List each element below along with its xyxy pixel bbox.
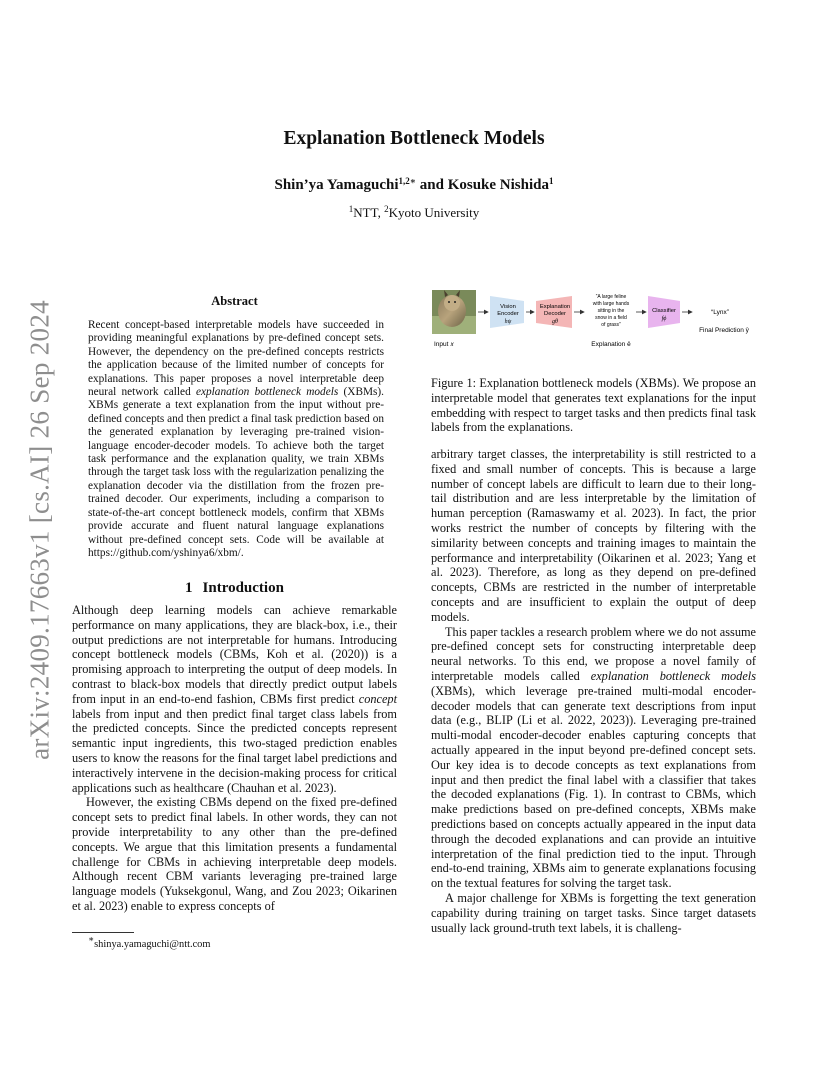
author-conjunction: and (416, 177, 448, 193)
classifier-symbol: fϕ (661, 316, 667, 322)
section-number: 1 (185, 580, 193, 596)
prediction-output: “Lynx” (711, 309, 729, 316)
paragraph-text: (XBMs), which leverage pre-trained multi-modal encoder-decoder models that can generate text descriptions from input data (e.g., BLIP (Li et al. 2022, 2023)). Leveraging pre-trained multi-modal encoder-decoder enables capturing concepts that actually appeared in the input beyond pre-defined concept sets. Our key idea is to decode concepts as text explanations from input and then predict the final label with a classifier that takes the decoded explanations (Fig. 1). In contrast to CBMs, which make predictions based on pre-defined concepts, XBMs make predictions based on concepts actually appeared in the input data through the decoded explanations and can provide an intuitive interpretation of the final prediction tied to the input. Through end-to-end training, XBMs aim to generate explanations focusing on the textual features for solving the target task. (431, 683, 756, 891)
explanation-line: “A large feline (595, 294, 627, 300)
explanation-text (593, 294, 630, 328)
explanation-line: snow in a field (595, 315, 627, 321)
footnote-rule (72, 932, 134, 933)
author-name: Shin’ya Yamaguchi (274, 177, 399, 193)
author-affiliation-mark: 1 (549, 176, 554, 186)
author-affiliation-mark: 1,2∗ (398, 176, 417, 186)
left-column-body (72, 603, 397, 914)
paragraph: However, the existing CBMs depend on the fixed pre-defined concept sets to predict final labels. In other words, they can not provide interpretability to any other than the pre-defined concepts. We argue that this limitation presents a fundamental challenge for CBMs in achieving interpretable deep models. Although recent CBM variants leveraging pre-trained large language models (Yuksekgonul, Wang, and Zou 2023; Oikarinen et al. 2023) enable to express concepts of (72, 795, 397, 913)
prediction-label: Final Prediction ŷ (699, 327, 749, 334)
decoder-symbol: gθ (552, 319, 558, 325)
affiliation-mark: 1 (348, 204, 354, 214)
abstract-emphasis: explanation bottleneck models (195, 386, 339, 399)
paragraph-text: Although deep learning models can achieve remarkable performance on many applications, they are black-box, i.e., their output predictions are not interpretable for humans. Introducing concept bottleneck models (CBMs, Koh et al. (2020)) is a promising approach to interpreting the output of deep models. In contrast to black-box models that directly predict output labels from input in an end-to-end fashion, CBMs first predict (72, 603, 397, 706)
abstract-text-part: (XBMs). XBMs generate a text explanation from the input without pre-defined concepts and then predict a final task prediction based on the generated explanation by leveraging pre-trained vision-language encoder-decoder models. To achieve both the target task performance and the explanation quality, we train XBMs through the target task loss with the regularization penalizing the explanation decoder via the distillation from the frozen pre-trained decoder. Our experiments, including a comparison to state-of-the-art concept bottleneck models, confirm that XBMs provide accurate and fluent natural language explanations without pre-defined concept sets. Code will be available at https://github.com/yshinya6/xbm/. (88, 386, 385, 559)
decoder-label-line1: Explanation (539, 304, 571, 310)
classifier-label: Classifier (652, 308, 676, 314)
author-list (0, 177, 828, 194)
input-label: Input 𝑥 (434, 341, 454, 348)
affiliation-mark: 2 (384, 204, 389, 214)
encoder-label-line2: Encoder (497, 311, 519, 317)
explanation-label: Explanation ê (591, 341, 631, 348)
abstract-text (88, 319, 384, 560)
affiliation-name: Kyoto University (388, 205, 480, 220)
explanation-line: with large hands (592, 301, 630, 307)
input-lynx-image (432, 290, 476, 334)
paper-title: Explanation Bottleneck Models (283, 128, 545, 149)
figure-1-diagram (428, 284, 768, 364)
footnote (88, 934, 211, 950)
right-column-body (431, 447, 756, 935)
figure-caption: Figure 1: Explanation bottleneck models (XBMs). We propose an interpretable model that generates text explanations for the input embedding with respect to target tasks and then predicts final task labels from the explanations. (431, 376, 756, 435)
paragraph: arbitrary target classes, the interpretability is still restricted to a fixed and small number of concepts. This is because a large number of concept labels are difficult to learn due to their long-tail distribution and are less interpretable by the limitation of human perception (Ramaswamy et al. 2023). In fact, the prior works restrict the number of concepts by filtering with the similarity between concepts and training images to maintain the performance and interpretability (Oikarinen et al. 2023; Yang et al. 2023). Therefore, as long as they depend on pre-defined concepts, CBMs are restricted in the number of interpretable concepts and are insufficient to explain the output of deep models. (431, 447, 756, 624)
footnote-mark: ∗ (88, 934, 95, 944)
author-name: Kosuke Nishida (447, 177, 549, 193)
paragraph (72, 603, 397, 795)
decoder-label-line2: Decoder (544, 311, 566, 317)
paragraph: A major challenge for XBMs is forgetting the text generation capability during training on target tasks. Since target datasets usually lack ground-truth text labels, it is challeng- (431, 890, 756, 935)
arxiv-identifier: arXiv:2409.17663v1 [cs.AI] 26 Sep 2024 (24, 300, 55, 760)
footnote-email: shinya.yamaguchi@ntt.com (94, 939, 211, 950)
explanation-line: sitting in the (597, 308, 625, 314)
abstract-text-part: Recent concept-based interpretable models have succeeded in providing meaningful explanations by pre-defined concept sets. However, the dependency on the pre-defined concepts restricts the application because of the limited number of concepts for explanations. This paper proposes a novel interpretable deep neural network called (88, 319, 384, 399)
paragraph-emphasis: concept (358, 691, 397, 706)
affiliation-name: NTT, (353, 205, 385, 220)
paragraph-text: This paper tackles a research problem where we do not assume pre-defined concept sets for constructing interpretable deep neural networks. To this end, we propose a novel family of interpretable models called (431, 624, 756, 683)
arxiv-sidebar (20, 300, 60, 760)
encoder-label-line1: Vision (500, 304, 516, 310)
explanation-line: of grass” (601, 322, 621, 328)
paragraph-text: labels from input and then predict final target class labels from the predicted concepts. Since the predicted concepts represent semantic input ingredients, this two-staged prediction enables users to know the reasons for the final target label predictions and interactively intervene in the decision-making process for critical applications such as healthcare (Chauhan et al. 2023). (72, 706, 397, 795)
section-heading-introduction (72, 580, 397, 597)
encoder-symbol: hψ (504, 319, 512, 325)
paragraph (431, 625, 756, 891)
affiliations (0, 205, 828, 221)
paragraph-emphasis: explanation bottleneck models (590, 668, 756, 683)
section-title: Introduction (202, 580, 284, 596)
abstract-heading: Abstract (211, 294, 258, 308)
